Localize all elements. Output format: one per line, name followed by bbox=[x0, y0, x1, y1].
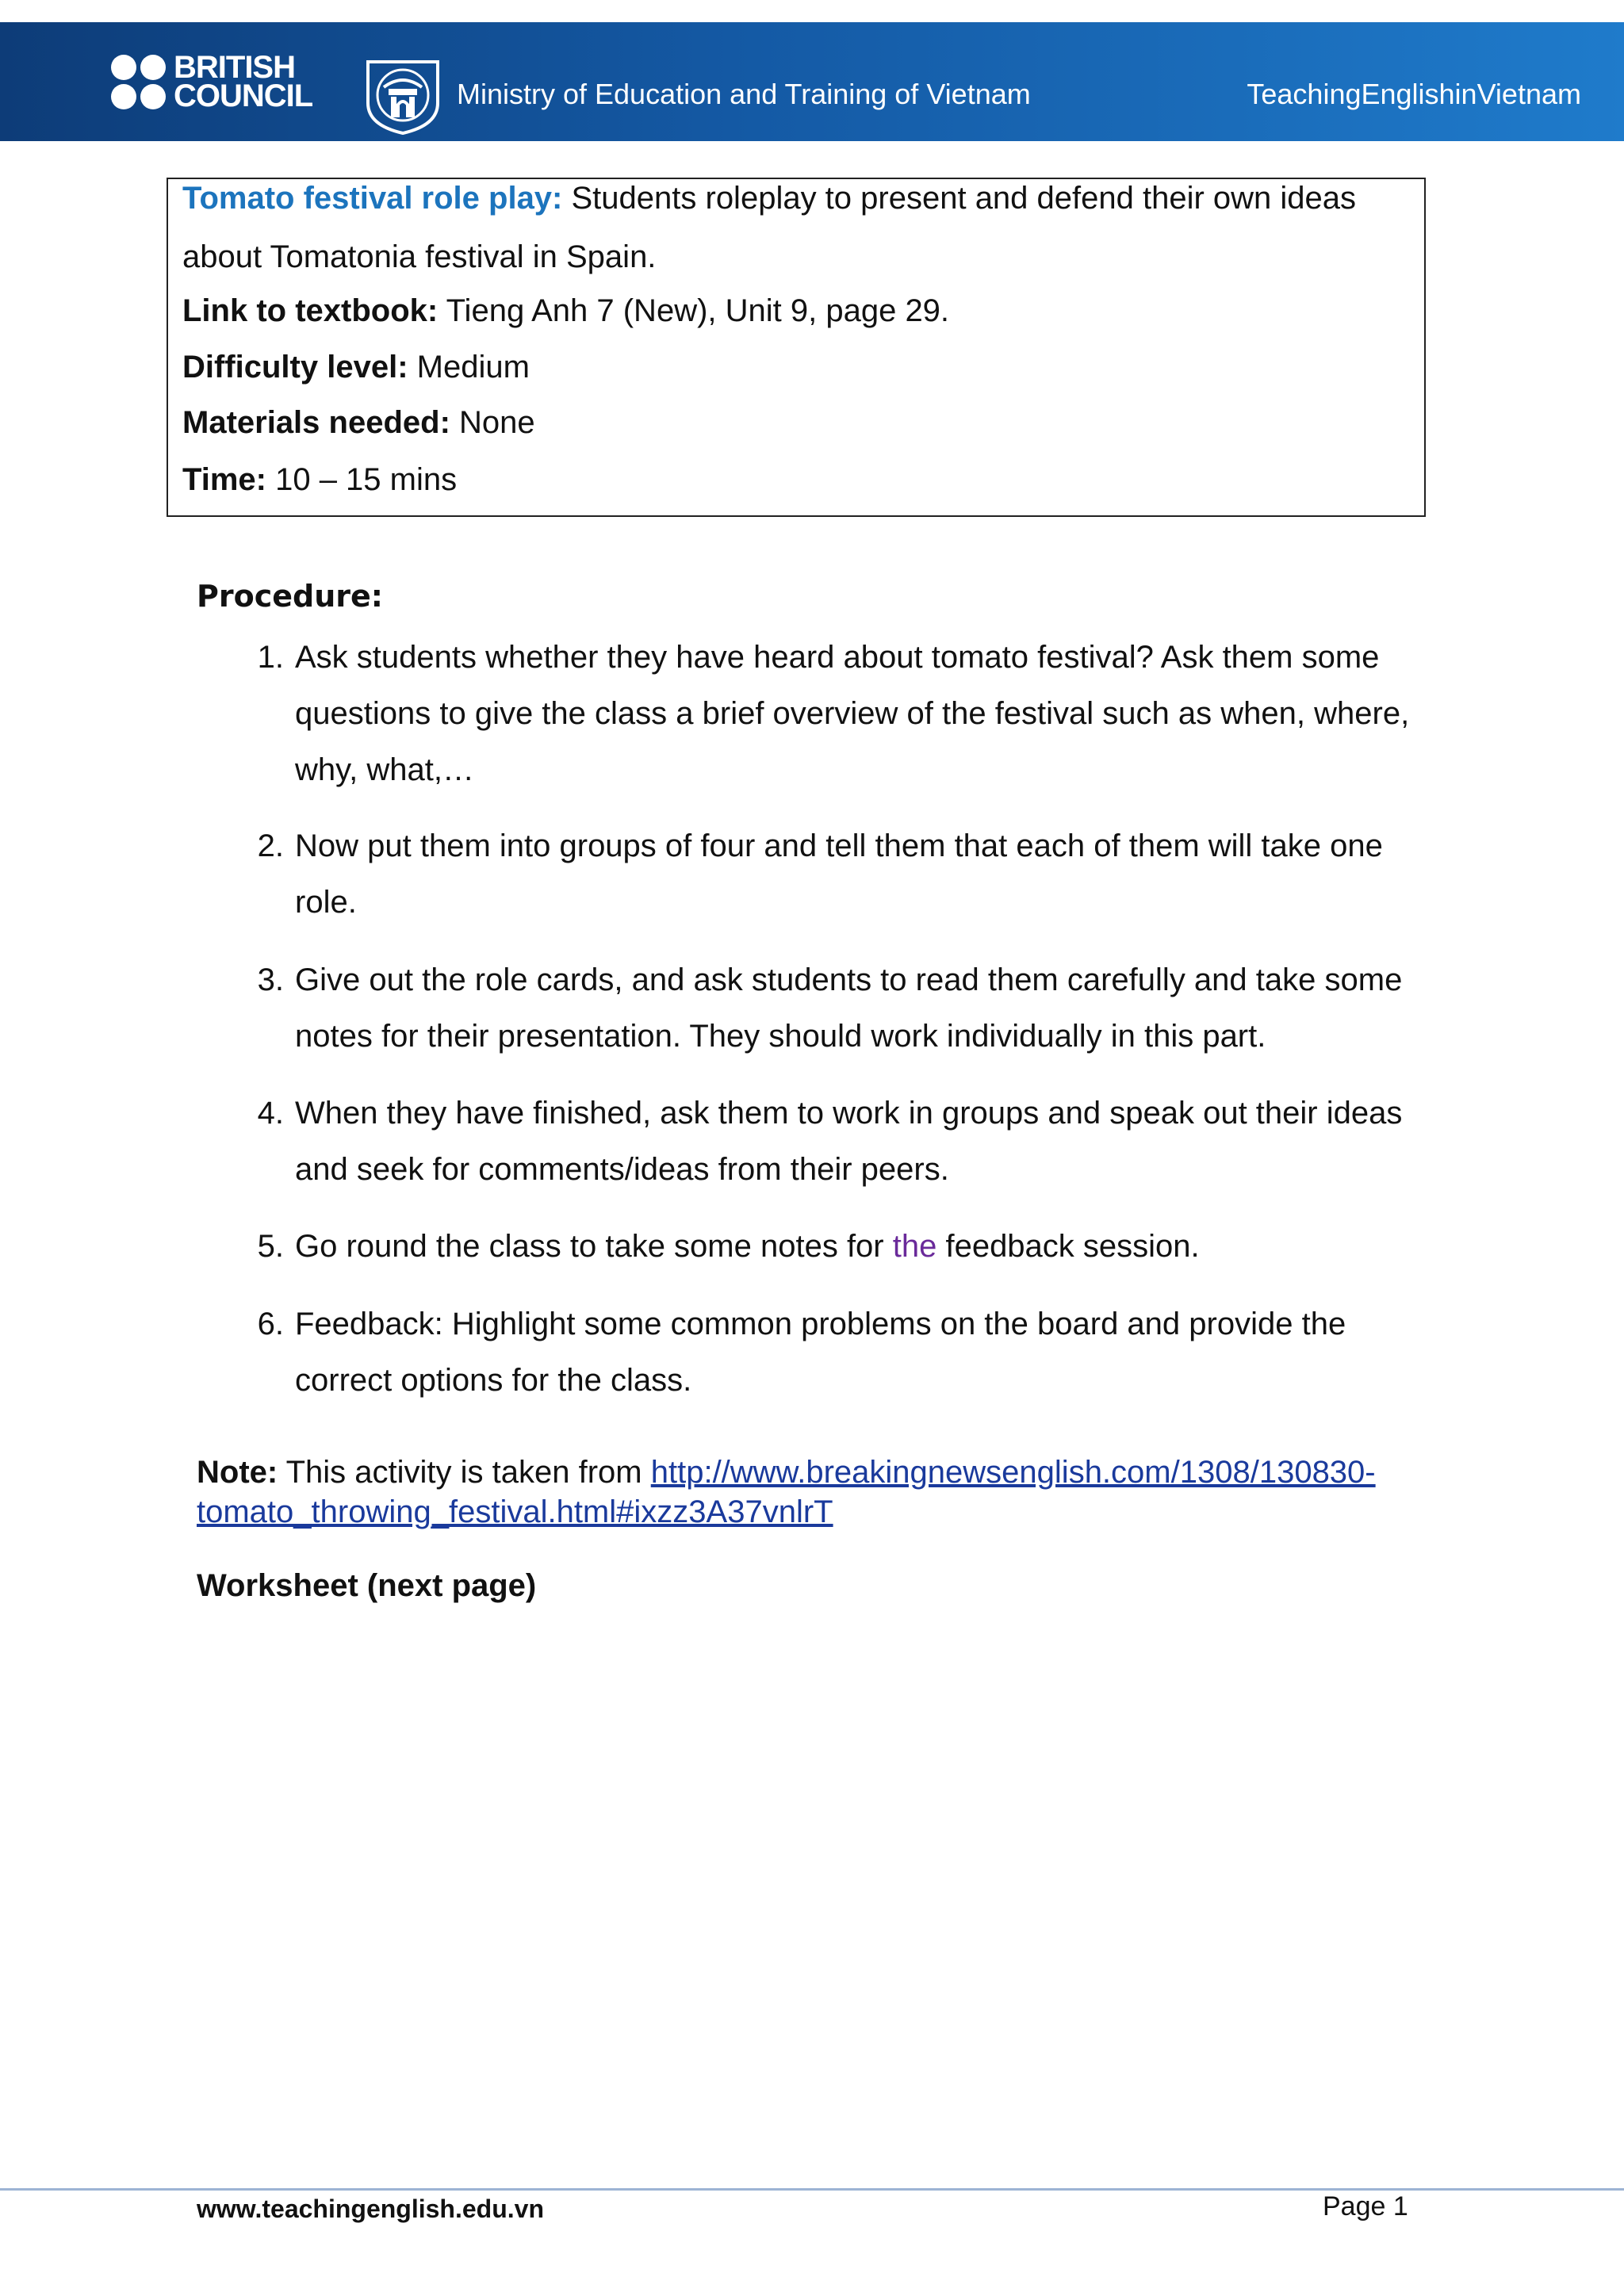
materials-line bbox=[182, 404, 535, 442]
step-text-highlight: the bbox=[892, 1229, 937, 1264]
step-number: 5. bbox=[257, 1229, 284, 1264]
textbook-label: Link to textbook: bbox=[182, 293, 439, 328]
step-number: 3. bbox=[257, 962, 284, 997]
teaching-english-title: TeachingEnglishinVietnam bbox=[1247, 78, 1581, 110]
step-text-start: Go round the class to take some notes for bbox=[295, 1229, 893, 1264]
time-value: 10 – 15 mins bbox=[266, 462, 458, 497]
difficulty-label: Difficulty level: bbox=[182, 350, 408, 385]
british-council-logo bbox=[111, 46, 312, 117]
difficulty-value: Medium bbox=[408, 350, 530, 385]
british-council-line1: BRITISH bbox=[174, 50, 295, 85]
time-line bbox=[182, 461, 457, 499]
step-number: 2. bbox=[257, 828, 284, 863]
step-number: 6. bbox=[257, 1307, 284, 1341]
source-link-part1[interactable]: http://www.breakingnewsenglish.com/1308/130830- bbox=[650, 1455, 1376, 1490]
step-number: 1. bbox=[257, 640, 284, 675]
british-council-line2: COUNCIL bbox=[174, 78, 313, 113]
step-text: Give out the role cards, and ask students to read them carefully and take some notes for their presentation. They should work individually in this part. bbox=[295, 962, 1403, 1054]
page-header bbox=[0, 22, 1624, 141]
source-link-part2[interactable]: tomato_throwing_festival.html#ixzz3A37vnlrT bbox=[197, 1494, 833, 1529]
textbook-line bbox=[182, 292, 949, 330]
step-text: Feedback: Highlight some common problems on the board and provide the correct options for the class. bbox=[295, 1307, 1346, 1398]
note-paragraph bbox=[197, 1452, 1376, 1532]
textbook-value: Tieng Anh 7 (New), Unit 9, page 29. bbox=[438, 293, 950, 328]
step-text: Ask students whether they have heard about tomato festival? Ask them some questions to give the class a brief overview of the festival such as when, where, why, what,… bbox=[295, 640, 1410, 787]
activity-title: Tomato festival role play: bbox=[182, 181, 563, 216]
footer-page-number: Page 1 bbox=[1323, 2191, 1408, 2221]
british-council-dots-icon bbox=[111, 55, 166, 109]
ministry-emblem-icon bbox=[365, 55, 441, 135]
footer-website: www.teachingenglish.edu.vn bbox=[197, 2195, 544, 2223]
procedure-heading: Procedure: bbox=[197, 579, 383, 614]
step-text: Now put them into groups of four and tell them that each of them will take one role. bbox=[295, 828, 1383, 920]
materials-value: None bbox=[450, 405, 535, 440]
activity-info-box bbox=[167, 178, 1426, 517]
activity-description: Students roleplay to present and defend their own ideas bbox=[562, 181, 1357, 216]
note-text: This activity is taken from bbox=[278, 1455, 651, 1490]
ministry-title: Ministry of Education and Training of Vietnam bbox=[457, 78, 1031, 110]
difficulty-line bbox=[182, 348, 530, 386]
note-label: Note: bbox=[197, 1455, 278, 1490]
step-number: 4. bbox=[257, 1096, 284, 1131]
step-text-end: feedback session. bbox=[936, 1229, 1200, 1264]
worksheet-note: Worksheet (next page) bbox=[197, 1568, 537, 1603]
time-label: Time: bbox=[182, 462, 266, 497]
step-text bbox=[295, 1219, 1437, 1275]
activity-description-line2: about Tomatonia festival in Spain. bbox=[182, 239, 657, 274]
step-text: When they have finished, ask them to work in groups and speak out their ideas and seek for comments/ideas from their peers. bbox=[295, 1096, 1403, 1187]
materials-label: Materials needed: bbox=[182, 405, 450, 440]
footer-divider bbox=[0, 2188, 1624, 2191]
activity-title-line bbox=[182, 179, 1356, 217]
